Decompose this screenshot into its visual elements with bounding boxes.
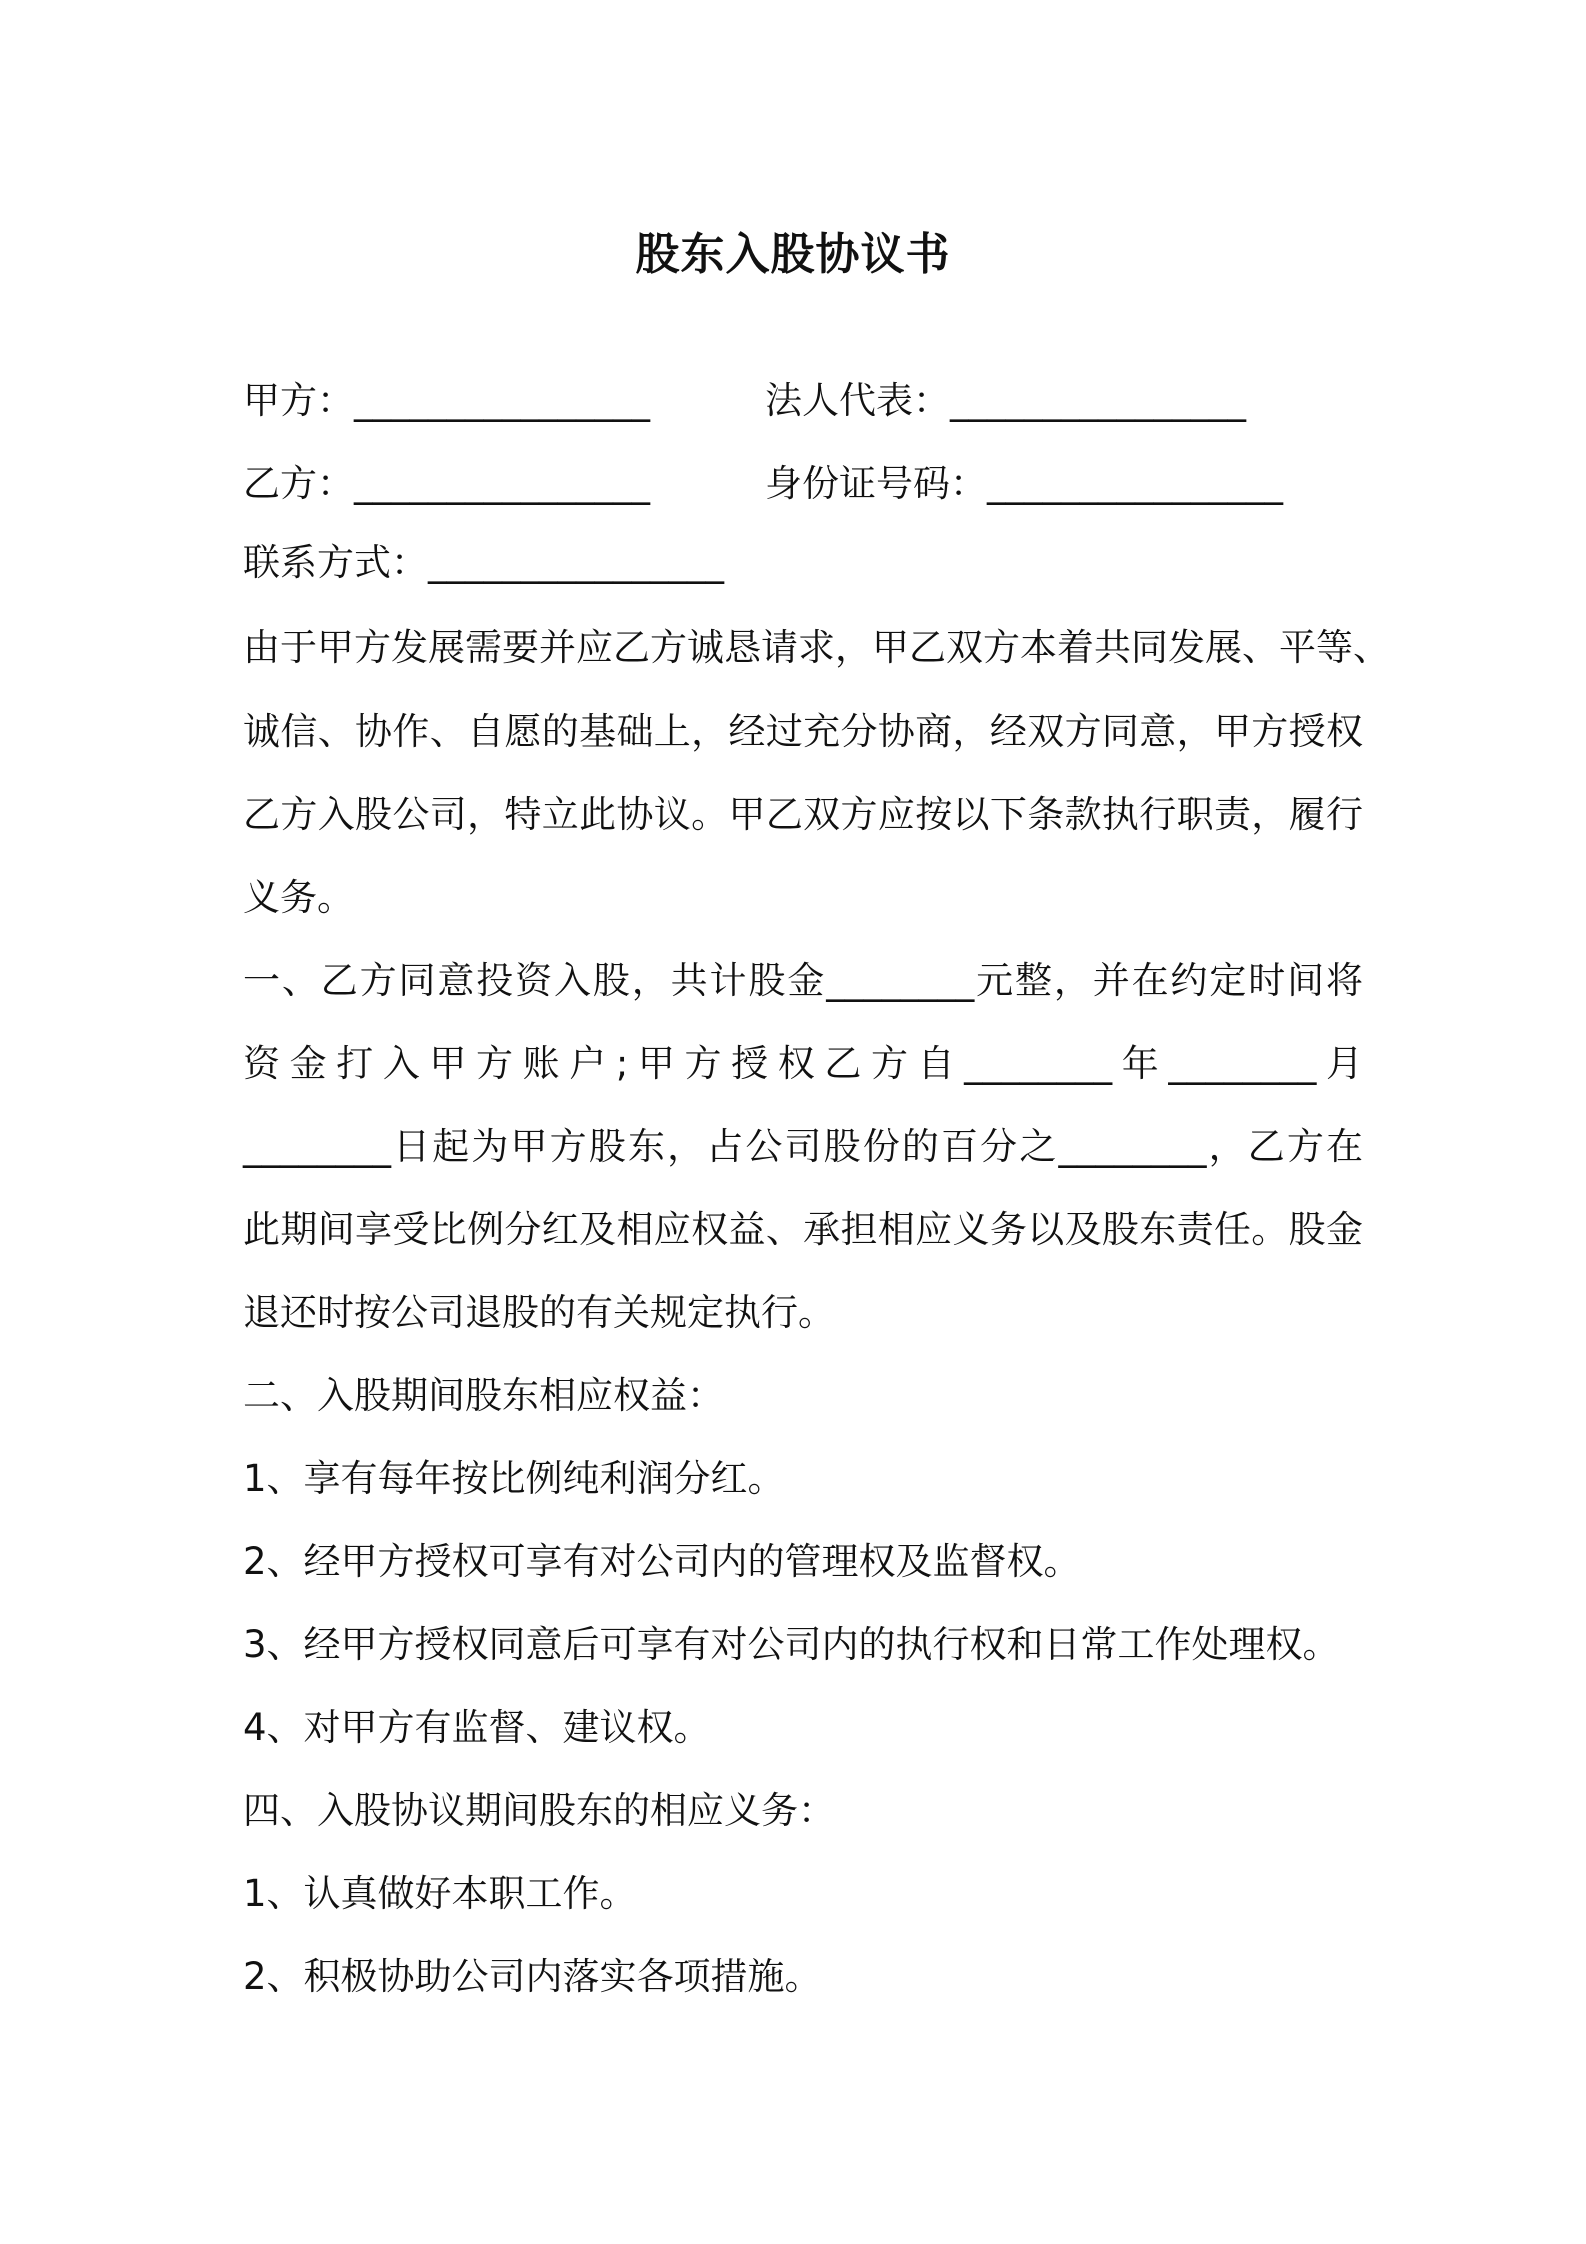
- body-line: 诚信、协作、自愿的基础上，经过充分协商，经双方同意，甲方授权: [243, 710, 1363, 753]
- clause-1-line: 退还时按公司退股的有关规定执行。: [243, 1291, 835, 1334]
- field-legal-rep: 法人代表：________________: [765, 379, 1246, 422]
- field-id-number: 身份证号码：________________: [765, 462, 1283, 505]
- section-heading-rights: 二、入股期间股东相应权益：: [243, 1374, 724, 1417]
- list-item: 1、认真做好本职工作。: [243, 1872, 637, 1915]
- document-title: 股东入股协议书: [635, 229, 951, 280]
- field-party-b: 乙方：________________: [243, 462, 650, 505]
- clause-1-line: ________日起为甲方股东，占公司股份的百分之________，乙方在: [243, 1125, 1363, 1168]
- clause-1-line: 此期间享受比例分红及相应权益、承担相应义务以及股东责任。股金: [243, 1208, 1363, 1251]
- body-line: 义务。: [243, 876, 354, 919]
- field-contact: 联系方式：________________: [243, 541, 724, 584]
- list-item: 2、经甲方授权可享有对公司内的管理权及监督权。: [243, 1540, 1081, 1583]
- list-item: 2、积极协助公司内落实各项措施。: [243, 1955, 822, 1998]
- section-heading-obligations: 四、入股协议期间股东的相应义务：: [243, 1789, 835, 1832]
- field-party-a: 甲方：________________: [243, 379, 650, 422]
- body-line: 由于甲方发展需要并应乙方诚恳请求，甲乙双方本着共同发展、平等、: [243, 626, 1390, 669]
- list-item: 1、享有每年按比例纯利润分红。: [243, 1457, 785, 1500]
- body-line: 乙方入股公司，特立此协议。甲乙双方应按以下条款执行职责，履行: [243, 793, 1363, 836]
- list-item: 4、对甲方有监督、建议权。: [243, 1706, 711, 1749]
- clause-1-line: 资金打入甲方账户;甲方授权乙方自________年________月: [243, 1042, 1363, 1085]
- clause-1-line: 一、乙方同意投资入股，共计股金________元整，并在约定时间将: [243, 959, 1363, 1002]
- list-item: 3、经甲方授权同意后可享有对公司内的执行权和日常工作处理权。: [243, 1623, 1340, 1666]
